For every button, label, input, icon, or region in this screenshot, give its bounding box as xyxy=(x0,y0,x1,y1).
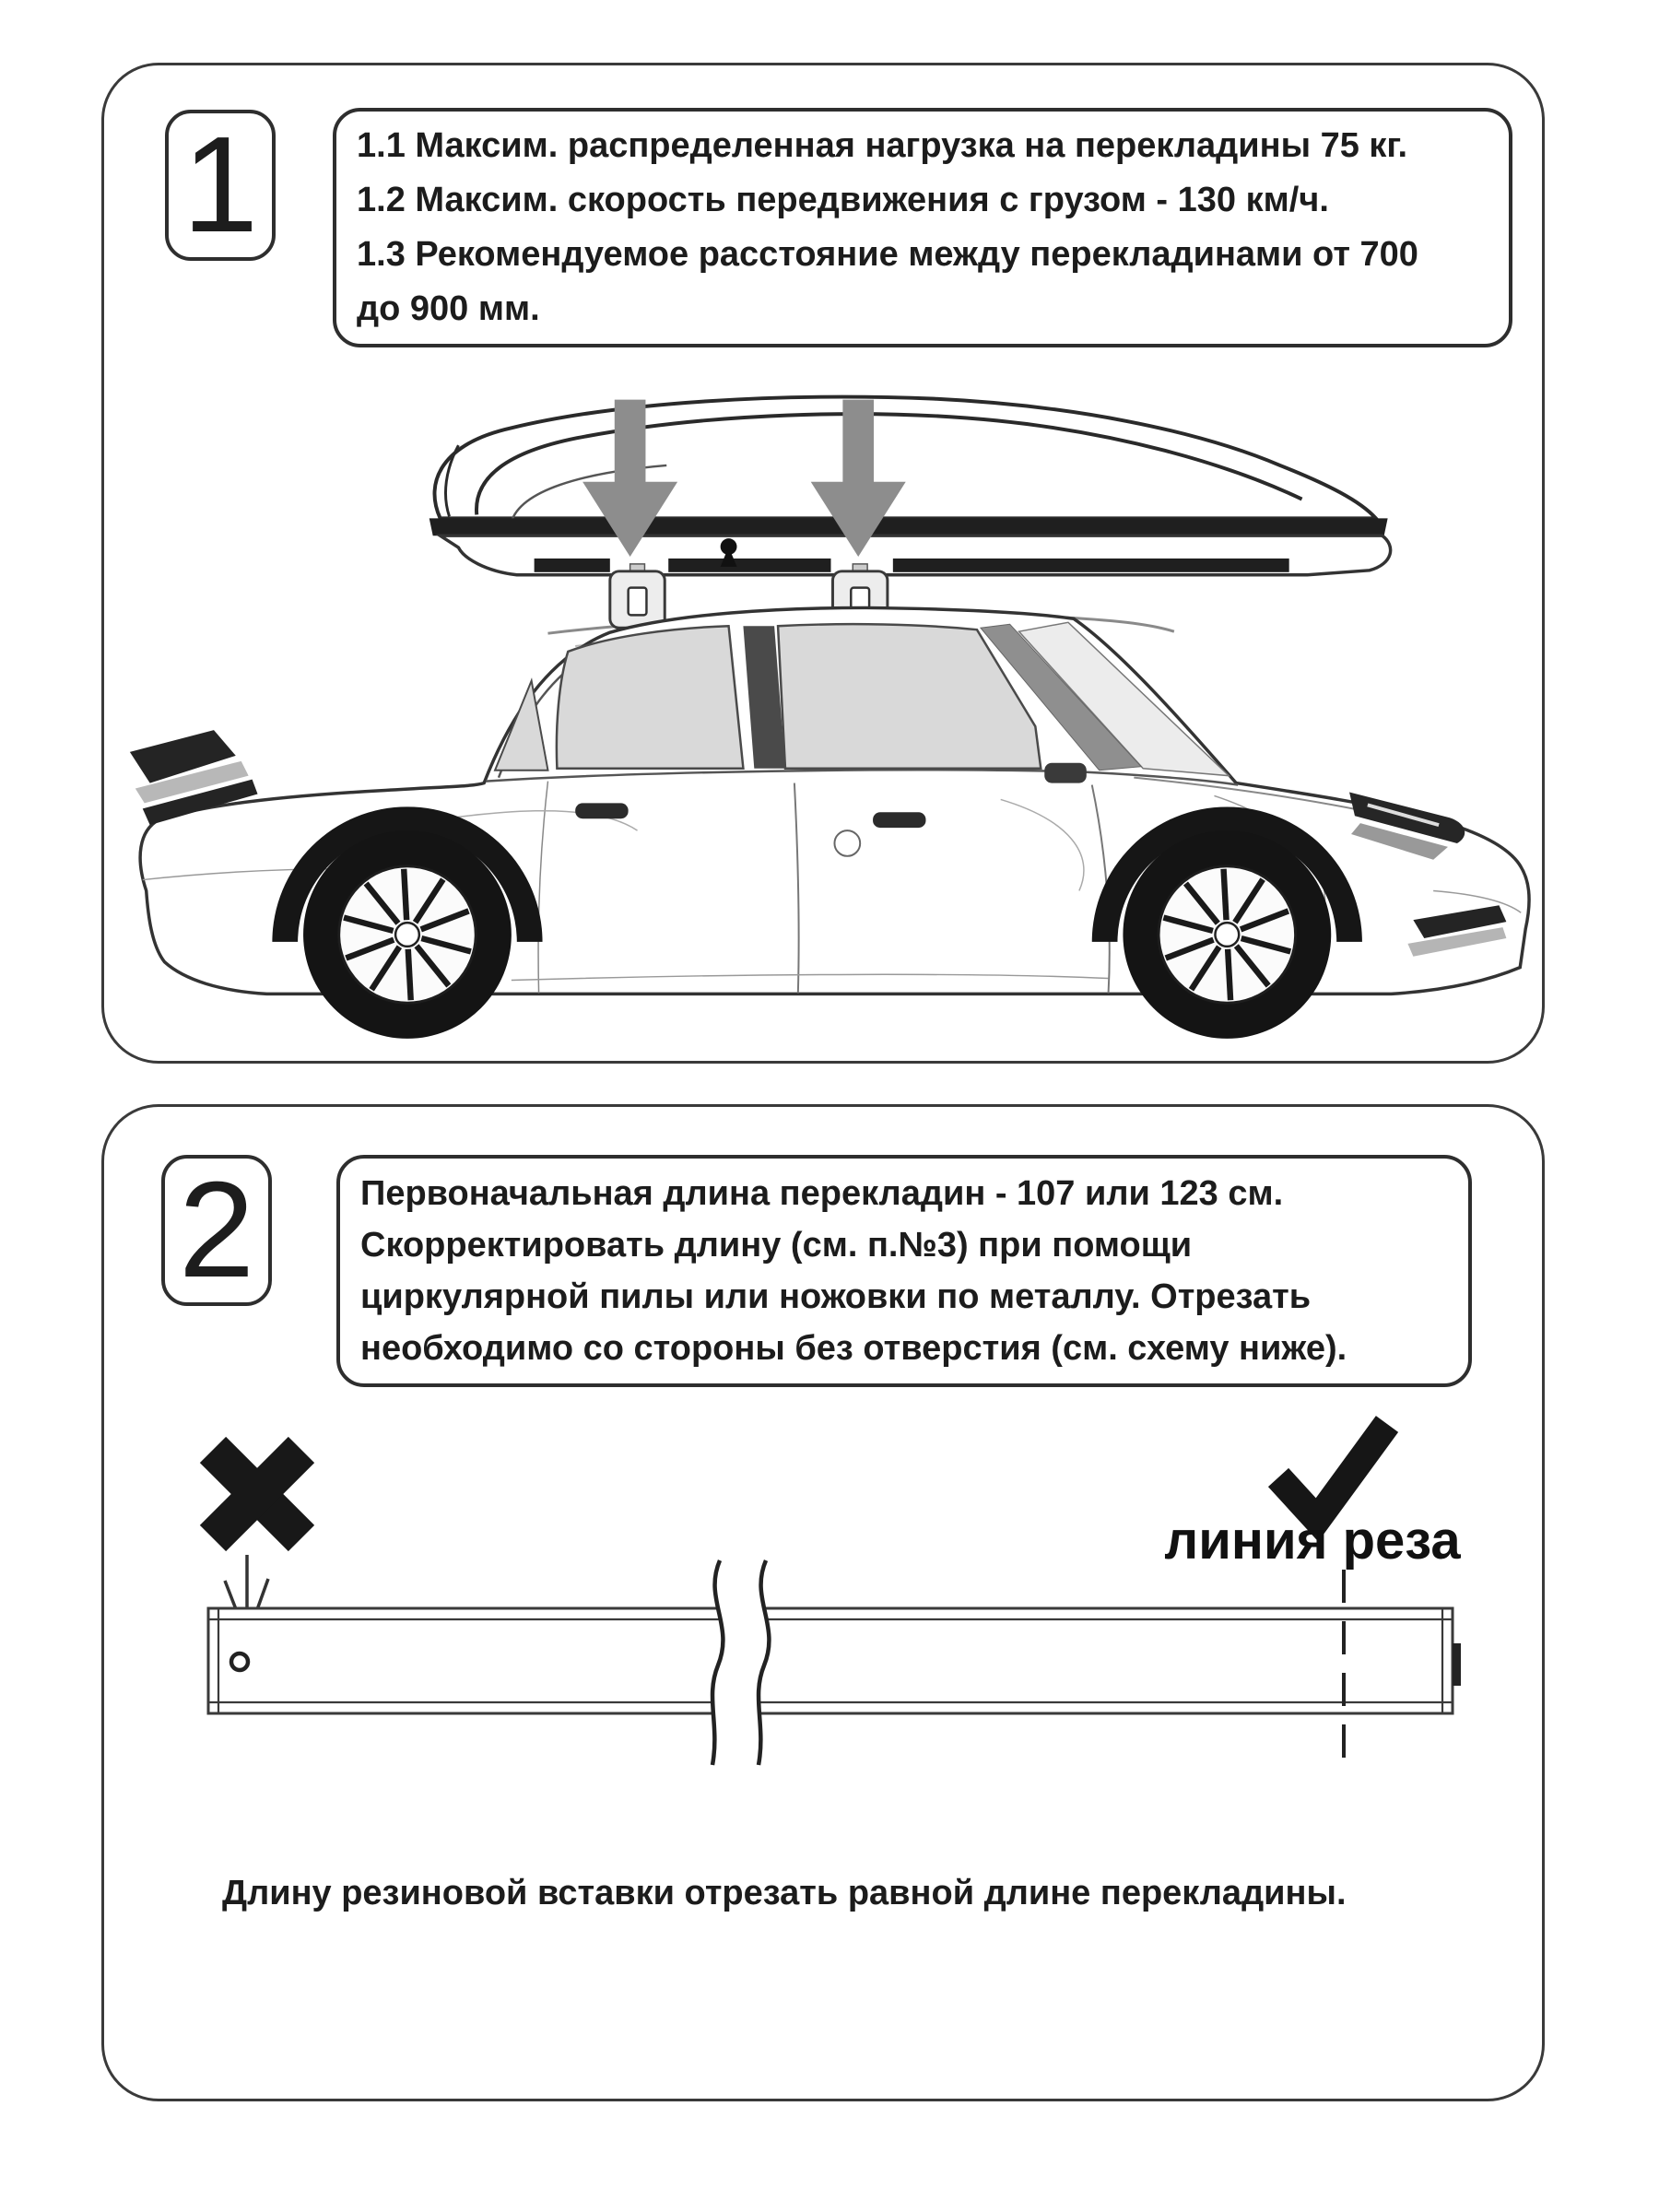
drill-hole xyxy=(231,1653,248,1670)
side-mirror xyxy=(1044,763,1087,783)
instruction-line-1-3b: до 900 мм. xyxy=(357,289,540,328)
roof-cargo-box xyxy=(429,397,1391,575)
rubber-insert-caption: Длину резиновой вставки отрезать равной длине перекладины. xyxy=(222,1874,1347,1912)
car-roofbox-illustration xyxy=(119,252,1543,1046)
crossbar-cutting-diagram xyxy=(121,1400,1531,1806)
step2-panel xyxy=(101,1104,1545,2101)
instruction-line-2-2: Скорректировать длину (см. п.№3) при помощи xyxy=(360,1226,1193,1265)
rear-door-glass xyxy=(557,626,744,769)
cut-line-label: линия реза xyxy=(1164,1511,1461,1571)
step1-number-box xyxy=(165,110,276,261)
step1-panel xyxy=(101,63,1545,1064)
instruction-line-1-2: 1.2 Максим. скорость передвижения с грузом - 130 км/ч. xyxy=(357,181,1329,219)
end-tab xyxy=(1453,1643,1461,1686)
door-handle-rear xyxy=(575,803,628,818)
step2-number: 2 xyxy=(178,1154,255,1306)
instruction-line-1-1: 1.1 Максим. распределенная нагрузка на перекладины 75 кг. xyxy=(357,126,1407,165)
rear-wheel xyxy=(303,830,512,1039)
door-handle-front xyxy=(873,812,925,828)
fuel-lock xyxy=(834,830,860,856)
front-wheel xyxy=(1123,830,1331,1039)
step2-instructions-box xyxy=(336,1155,1472,1387)
instruction-line-2-4: необходимо со стороны без отверстия (см. схему ниже). xyxy=(360,1329,1347,1368)
instruction-line-2-3: циркулярной пилы или ножовки по металлу. Отрезать xyxy=(360,1277,1312,1316)
roofbox-rim-band xyxy=(429,518,1388,535)
break-symbol xyxy=(712,1560,769,1765)
x-mark-icon xyxy=(213,1450,301,1538)
crossbar-profile xyxy=(208,1608,1461,1713)
instruction-line-1-3: 1.3 Рекомендуемое расстояние между перекладинами от 700 xyxy=(357,235,1418,274)
step1-number: 1 xyxy=(182,109,259,261)
car-windows xyxy=(495,622,1229,782)
checkmark-icon xyxy=(1278,1424,1387,1520)
step2-number-box xyxy=(161,1155,272,1306)
instruction-line-2-1: Первоначальная длина перекладин - 107 или 123 см. xyxy=(360,1174,1284,1213)
